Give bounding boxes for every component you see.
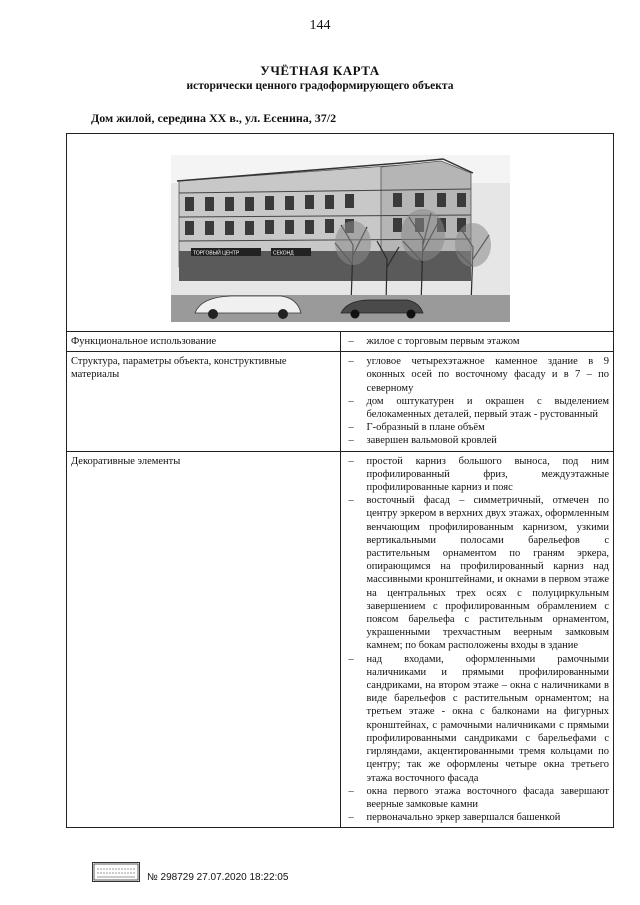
list-item: – над входами, оформленными рамочными наличниками и прямыми профилированными сандриками, на втором этаже – окна с наличниками в виде барельефов с растительным орнаментом; на третьем этаже - окна с балконами на фигурных кронштейнах, с рамочными наличниками с прямыми профилированными сандриками с барельефами с гирляндами, акцентированными тремя кольцами по центру; так же оформлены четыре окна третьего этажа восточного фасада bbox=[345, 653, 610, 785]
registration-card-table bbox=[66, 133, 614, 828]
list-item: – дом оштукатурен и окрашен с выделением белокаменных деталей, первый этаж - рустованный bbox=[345, 395, 610, 421]
list-item: – Г-образный в плане объём bbox=[345, 421, 610, 434]
item-list bbox=[345, 335, 610, 348]
building-photo bbox=[171, 155, 510, 322]
row-label: Функциональное использование bbox=[67, 332, 341, 352]
page-number: 144 bbox=[309, 18, 331, 33]
row-content bbox=[340, 451, 614, 828]
shop-sign-right: СЕКОНД bbox=[272, 250, 294, 257]
item-list bbox=[345, 455, 610, 825]
card-title: УЧЁТНАЯ КАРТА bbox=[260, 63, 380, 78]
object-name: Дом жилой, середина XX в., ул. Есенина, 37/2 bbox=[91, 111, 337, 125]
list-item: – завершен вальмовой кровлей bbox=[345, 434, 610, 447]
list-item: – жилое с торговым первым этажом bbox=[345, 335, 610, 348]
building-photo-drawing bbox=[171, 155, 510, 322]
list-item: – окна первого этажа восточного фасада завершают веерные замковые камни bbox=[345, 785, 610, 811]
list-item: – первоначально эркер завершался башенкой bbox=[345, 811, 610, 824]
item-list bbox=[345, 355, 610, 447]
photo-cell bbox=[67, 134, 614, 332]
list-item: – простой карниз большого выноса, под ним профилированный фриз, междуэтажные профилированные карниз и пояс bbox=[345, 455, 610, 495]
stamp-icon bbox=[93, 863, 139, 881]
row-function bbox=[67, 332, 614, 352]
photo-row bbox=[67, 134, 614, 332]
electronic-document-stamp bbox=[92, 862, 140, 882]
list-item: – угловое четырехэтажное каменное здание в 9 оконных осей по восточному фасаду и в 7 – по северному bbox=[345, 355, 610, 395]
row-decorative bbox=[67, 451, 614, 828]
row-label: Декоративные элементы bbox=[67, 451, 341, 828]
row-content bbox=[340, 332, 614, 352]
row-structure bbox=[67, 352, 614, 451]
list-item: – восточный фасад – симметричный, отмечен по центру эркером в верхних двух этажах, оформленным венчающим профилированным карнизом, узкими вертикальными полосами барельефов с растительным орнаментом по граням эркера, опирающимся на профилированный карниз над массивными кронштейнами, и окнами в первом этаже на центральных трех осях с полуциркульным завершением с профилированным обрамлением с поясом барельефа с растительным орнаментом, украшенными трехчастным веерным замковым камнем; по бокам расположены входы в здание bbox=[345, 494, 610, 652]
row-content bbox=[340, 352, 614, 451]
card-subtitle: исторически ценного градоформирующего объекта bbox=[186, 80, 454, 92]
row-label: Структура, параметры объекта, конструктивные материалы bbox=[67, 352, 341, 451]
document-registration: № 298729 27.07.2020 18:22:05 bbox=[147, 872, 289, 883]
shop-sign-left: ТОРГОВЫЙ ЦЕНТР bbox=[192, 250, 239, 257]
